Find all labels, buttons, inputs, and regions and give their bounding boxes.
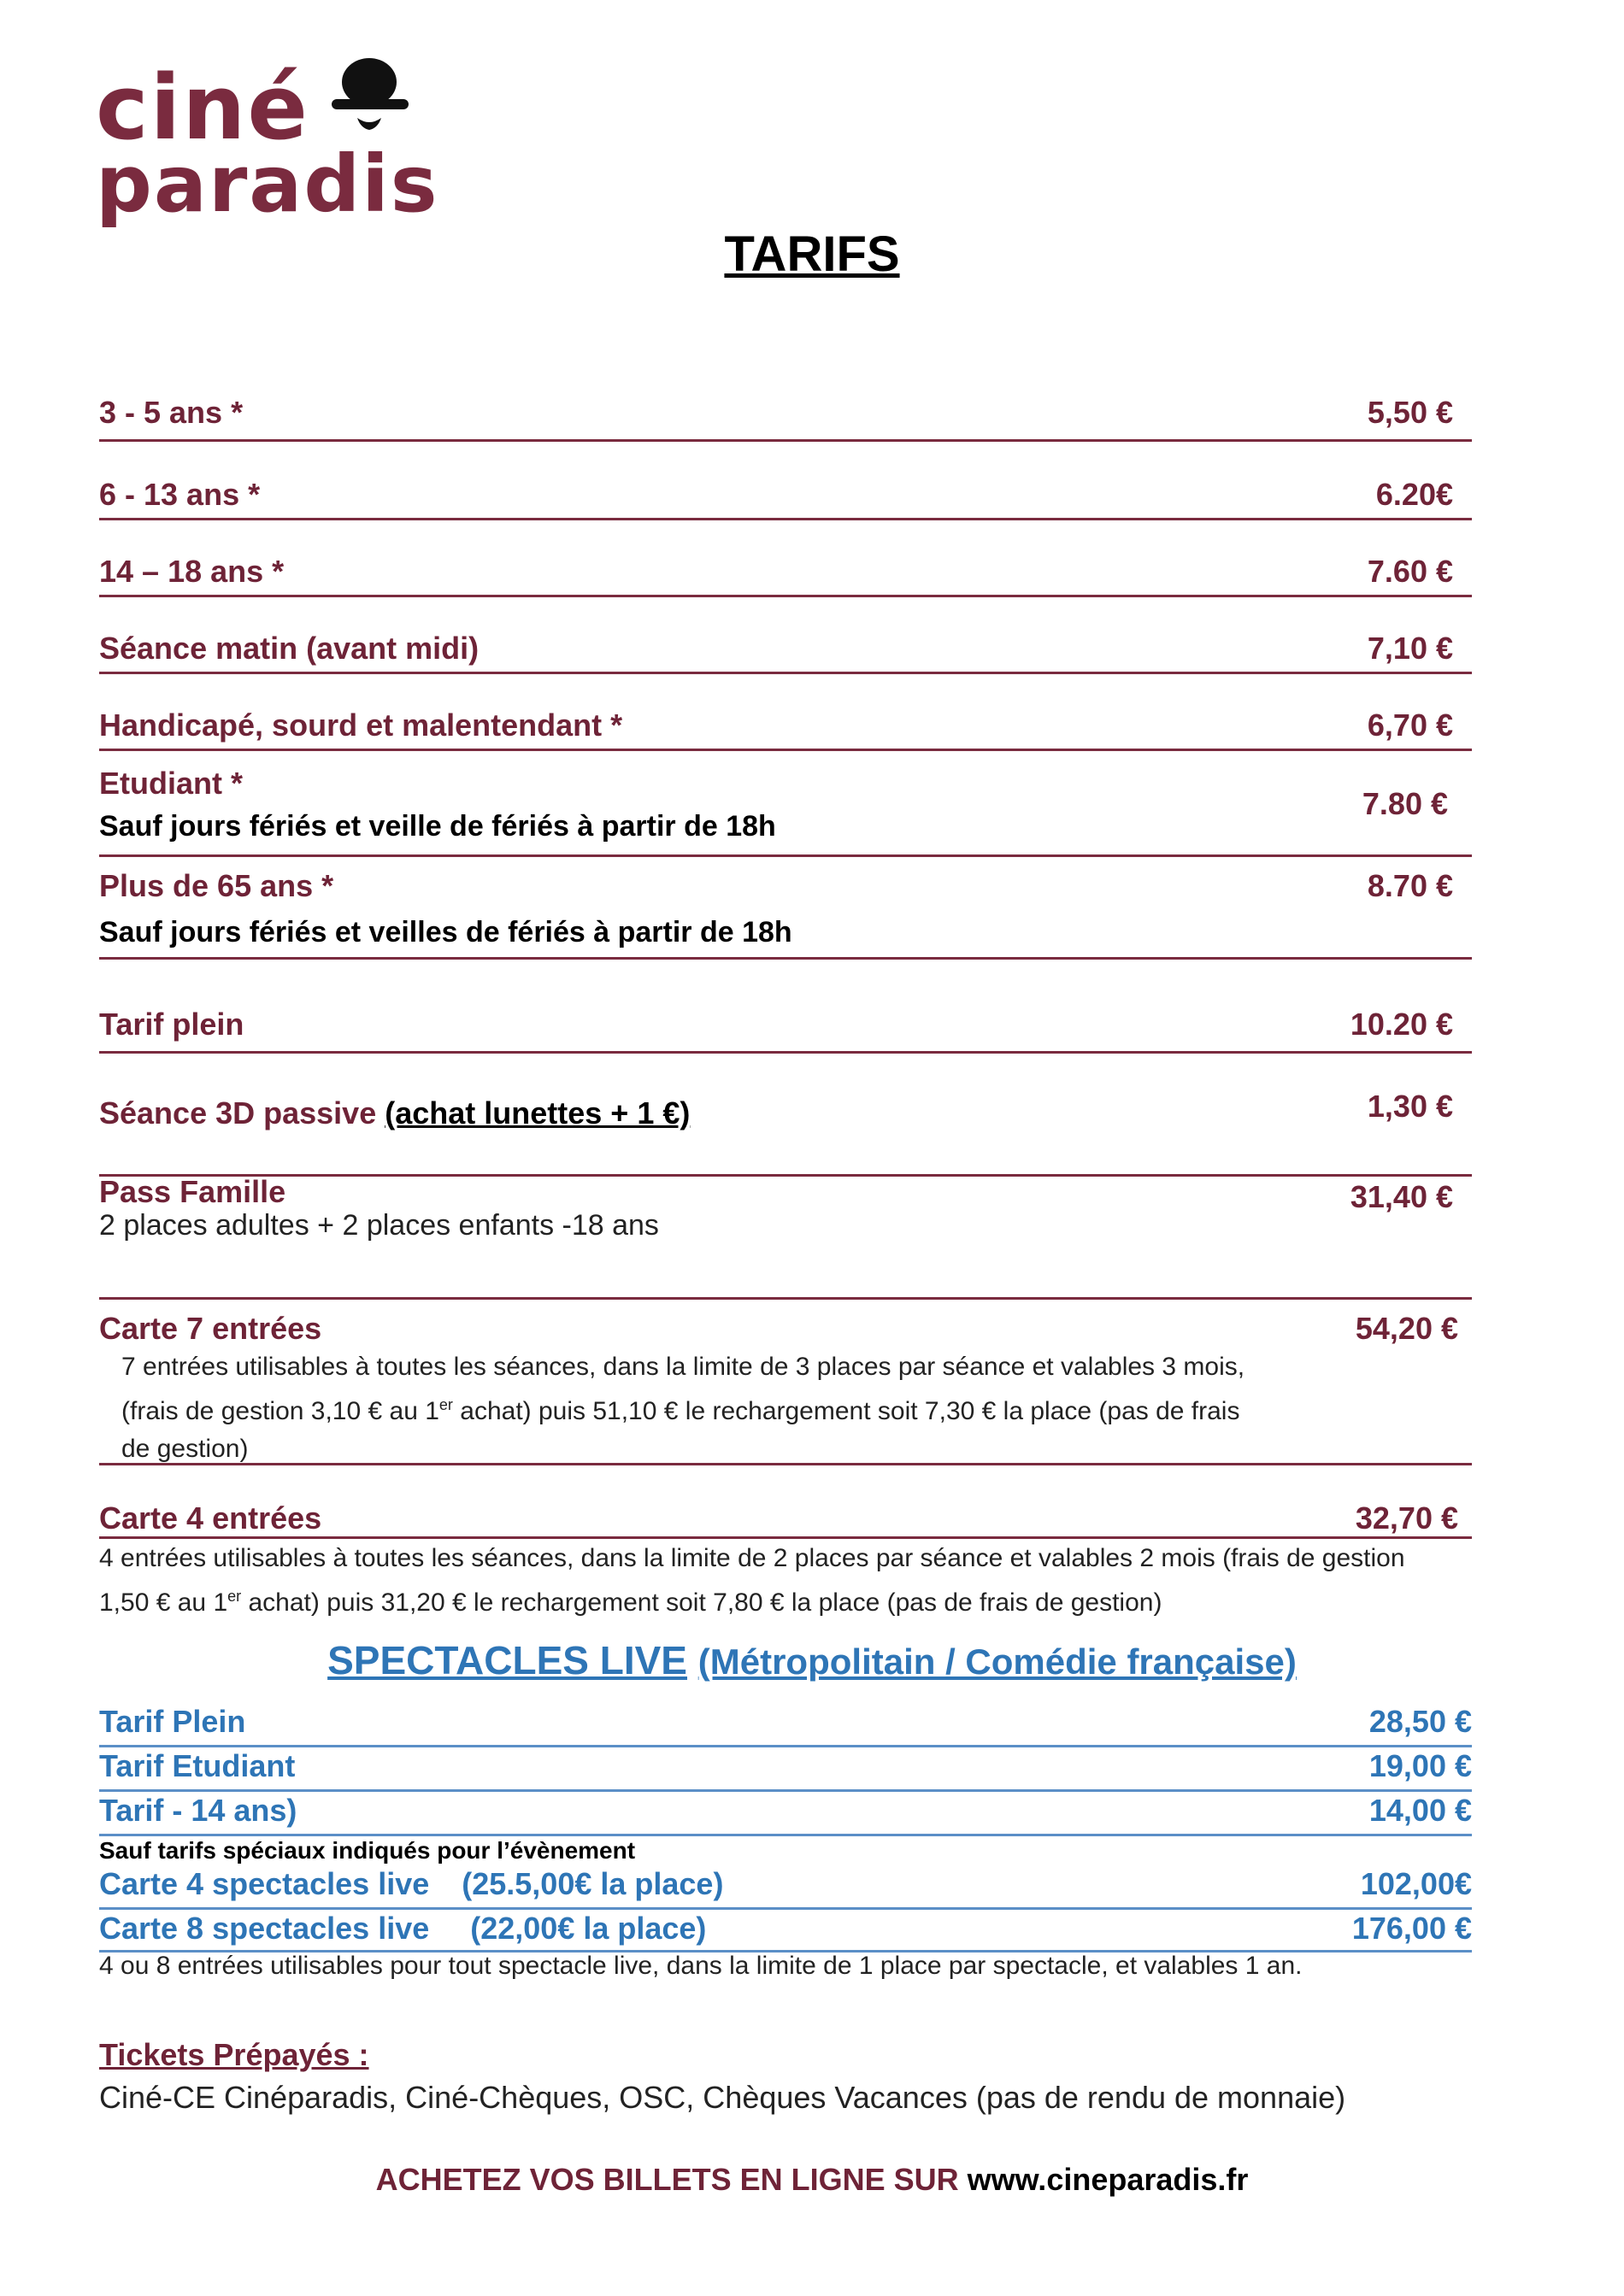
tarif-label <box>99 1095 690 1131</box>
live-price: 176,00 € <box>1351 1911 1472 1946</box>
live-label: Tarif Plein <box>99 1704 246 1739</box>
tarif-label: 14 – 18 ans * <box>99 554 285 589</box>
divider <box>99 749 1472 751</box>
tarif-label: Pass Famille <box>99 1174 286 1209</box>
footer-text: ACHETEZ VOS BILLETS EN LIGNE SUR <box>375 2162 968 2197</box>
live-label: Tarif Etudiant <box>99 1748 296 1783</box>
cineparadis-logo <box>96 56 439 236</box>
divider <box>99 1536 1472 1539</box>
tarif-note: Sauf jours fériés et veille de fériés à partir de 18h <box>99 810 776 843</box>
page-title: TARIFS <box>724 226 900 282</box>
live-price: 14,00 € <box>1368 1793 1472 1828</box>
divider <box>99 1051 1472 1054</box>
tarif-desc <box>121 1348 1244 1468</box>
live-card-label: Carte 8 spectacles live (22,00€ la place) <box>99 1911 707 1946</box>
divider <box>99 1745 1472 1747</box>
divider <box>99 1834 1472 1836</box>
live-desc: 4 ou 8 entrées utilisables pour tout spectacle live, dans la limite de 1 place par spectacle, et valables 1 an. <box>99 1952 1303 1980</box>
tarif-label: Séance matin (avant midi) <box>99 631 480 666</box>
divider <box>99 1789 1472 1792</box>
divider <box>99 957 1472 960</box>
tarif-label: Handicapé, sourd et malentendant * <box>99 708 623 743</box>
live-price: 28,50 € <box>1368 1704 1472 1739</box>
tarif-price: 6,70 € <box>1367 708 1453 743</box>
tarif-price: 10.20 € <box>1350 1007 1453 1042</box>
tarif-price: 6.20€ <box>1375 477 1453 512</box>
tarif-desc <box>99 1540 1405 1622</box>
tarif-price: 1,30 € <box>1367 1089 1453 1124</box>
divider <box>99 1907 1472 1910</box>
bowler-hat-icon <box>325 56 419 150</box>
tarif-price: 54,20 € <box>1355 1311 1458 1346</box>
tarif-label: Carte 4 entrées <box>99 1500 322 1536</box>
tarif-label: Tarif plein <box>99 1007 244 1042</box>
live-section-title <box>0 1637 1624 1683</box>
tarif-price: 5,50 € <box>1367 395 1453 430</box>
live-price: 102,00€ <box>1360 1866 1472 1901</box>
tarif-label: Plus de 65 ans * <box>99 868 334 903</box>
tarif-desc-line: 4 entrées utilisables à toutes les séances, dans la limite de 2 places par séance et valables 2 mois (frais de gestion <box>99 1544 1405 1572</box>
tarif-desc-line: 7 entrées utilisables à toutes les séances, dans la limite de 3 places par séance et valables 3 mois, <box>121 1353 1245 1381</box>
tarif-label: 3 - 5 ans * <box>99 395 244 430</box>
tarif-label: Etudiant * <box>99 766 243 801</box>
logo-line-2: paradis <box>96 138 439 230</box>
tarif-desc-line: (frais de gestion 3,10 € au 1er achat) puis 51,10 € le rechargement soit 7,30 € la place (pas de frais <box>121 1396 1240 1425</box>
divider <box>99 1297 1472 1300</box>
tarif-label: 6 - 13 ans * <box>99 477 261 512</box>
divider <box>99 854 1472 857</box>
logo-line-1: ciné <box>96 56 309 160</box>
footer-banner <box>0 2162 1624 2198</box>
tarif-price: 32,70 € <box>1355 1500 1458 1536</box>
tarif-price: 7.60 € <box>1367 554 1453 589</box>
divider <box>99 672 1472 674</box>
divider <box>99 595 1472 597</box>
divider <box>99 1174 1472 1177</box>
prepaid-title: Tickets Prépayés : <box>99 2037 369 2072</box>
tarif-desc-line: de gestion) <box>121 1435 249 1463</box>
tarif-price: 31,40 € <box>1350 1179 1453 1214</box>
divider <box>99 439 1472 442</box>
tarif-price: 8.70 € <box>1367 868 1453 903</box>
live-card-label: Carte 4 spectacles live (25.5,00€ la place) <box>99 1866 724 1901</box>
tarif-desc-line: 1,50 € au 1er achat) puis 31,20 € le rechargement soit 7,80 € la place (pas de frais de gestion) <box>99 1588 1162 1617</box>
tarif-label-main: Séance 3D passive <box>99 1095 377 1130</box>
divider <box>99 518 1472 520</box>
tarif-label-extra: (achat lunettes + 1 €) <box>385 1095 691 1130</box>
live-note: Sauf tarifs spéciaux indiqués pour l’évènement <box>99 1837 636 1864</box>
tarif-price: 7,10 € <box>1367 631 1453 666</box>
tarif-note: Sauf jours fériés et veilles de fériés à partir de 18h <box>99 916 792 948</box>
tarif-label: Carte 7 entrées <box>99 1311 322 1346</box>
live-label: Tarif - 14 ans) <box>99 1793 297 1828</box>
live-title-sub: (Métropolitain / Comédie française) <box>697 1641 1297 1682</box>
footer-url-link[interactable]: www.cineparadis.fr <box>967 2162 1249 2197</box>
divider <box>99 1463 1472 1465</box>
tarif-desc: 2 places adultes + 2 places enfants -18 ans <box>99 1209 659 1242</box>
tarif-price: 7.80 € <box>1362 786 1448 821</box>
live-price: 19,00 € <box>1368 1748 1472 1783</box>
prepaid-text: Ciné-CE Cinéparadis, Ciné-Chèques, OSC, Chèques Vacances (pas de rendu de monnaie) <box>99 2080 1346 2115</box>
live-title-main: SPECTACLES LIVE <box>327 1638 687 1682</box>
